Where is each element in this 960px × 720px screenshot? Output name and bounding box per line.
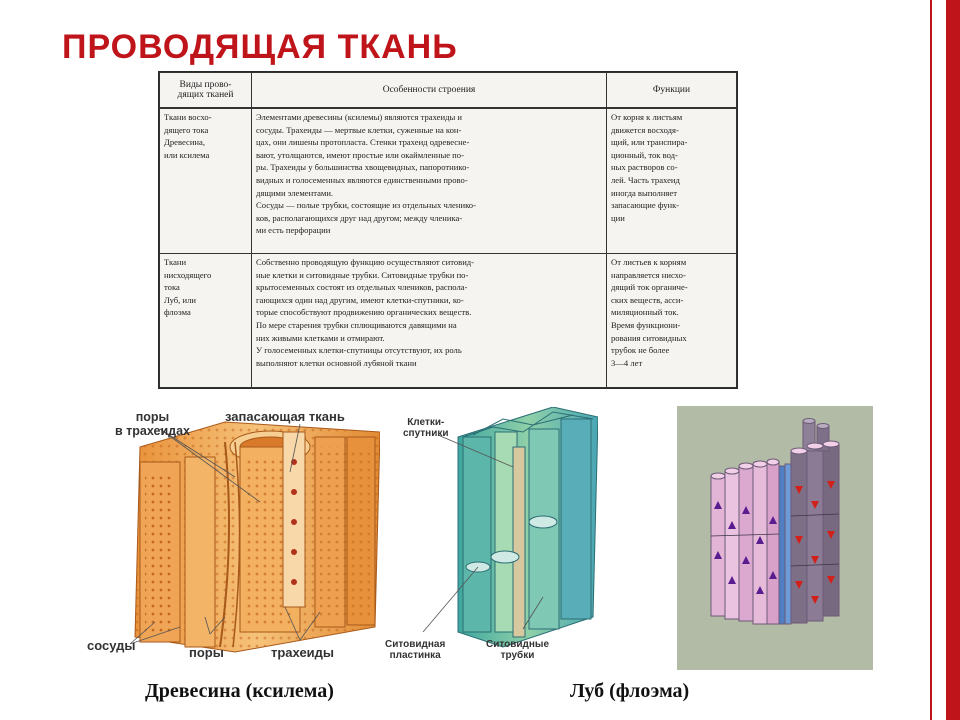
phloem-3d-illustration (677, 406, 873, 670)
label-pores-in-tracheids: поры в трахеидах (115, 410, 190, 438)
cell-structure-xylem: Элементами древесины (ксилемы) являются трахеиды и сосуды. Трахеиды — мертвые клетки, суженные на кон- цах, они лишены протопласта. Стенки трахеид одревесне- вают, утолщаются, имеют простые или окаймленные по- ры. Трахеиды у большинства хвощевидных, папоротнико- видных и голосеменных являются единственными прово- дящими элементами. Сосуды — полые трубки, состоящие из отдельных членико- ков, располагающихся друг над другом; между членика- ми есть перфорации (252, 108, 607, 254)
header-function: Функции (607, 73, 737, 109)
label-tracheids: трахеиды (271, 645, 335, 660)
table-row (160, 108, 737, 254)
tissue-table-scan (158, 71, 738, 389)
phloem-drawing (383, 407, 598, 665)
xylem-drawing (85, 402, 380, 665)
label-pores: поры (189, 645, 224, 660)
table-header-row (160, 73, 737, 109)
accent-bar (946, 0, 960, 720)
caption-xylem: Древесина (ксилема) (145, 680, 334, 702)
label-sieve-tubes: Ситовидные трубки (486, 639, 550, 661)
xylem-illustration (85, 402, 380, 665)
header-structure: Особенности строения (252, 73, 607, 109)
cell-structure-phloem: Собственно проводящую функцию осуществляют ситовид- ные клетки и ситовидные трубки. Ситовидные трубки по- крытосеменных состоят из отдельных члеников, распола- гающихся один над другим, имеют клетки-спутники, ко- торые способствуют продвижению органических веществ. По мере старения трубки сплющиваются давящими на них живыми клетками и отмирают. У голосеменных клетки-спутницы отсутствуют, их роль выполняют клетки основной лубяной ткани (252, 254, 607, 388)
cell-function-xylem: От корня к листьям движется восходя- щий, или транспира- ционный, ток вод- ных растворов со- лей. Часть трахеид иногда выполняет запасающие функ- ции (607, 108, 737, 254)
phloem-illustration (383, 407, 598, 665)
tissue-table (159, 72, 737, 388)
cell-type-phloem: Ткани нисходящего тока Луб, или флоэма (160, 254, 252, 388)
accent-line (930, 0, 932, 720)
header-tissue-type: Виды прово- дящих тканей (160, 73, 252, 109)
label-storage-tissue: запасающая ткань (225, 409, 345, 424)
phloem-3d-drawing (677, 406, 873, 670)
caption-phloem: Луб (флоэма) (570, 680, 690, 702)
slide-title: ПРОВОДЯЩАЯ ТКАНЬ (62, 28, 458, 66)
cell-function-phloem: От листьев к корням направляется нисхо- дящий ток органиче- ских веществ, асси- миляционный ток. Время функциони- рования ситовидных трубок не более 3—4 лет (607, 254, 737, 388)
label-sieve-plate: Ситовидная пластинка (385, 639, 446, 661)
cell-type-xylem: Ткани восхо- дящего тока Древесина, или ксилема (160, 108, 252, 254)
label-vessels: сосуды (87, 638, 136, 653)
label-companion-cells: Клетки- спутники (403, 417, 449, 439)
table-row (160, 254, 737, 388)
